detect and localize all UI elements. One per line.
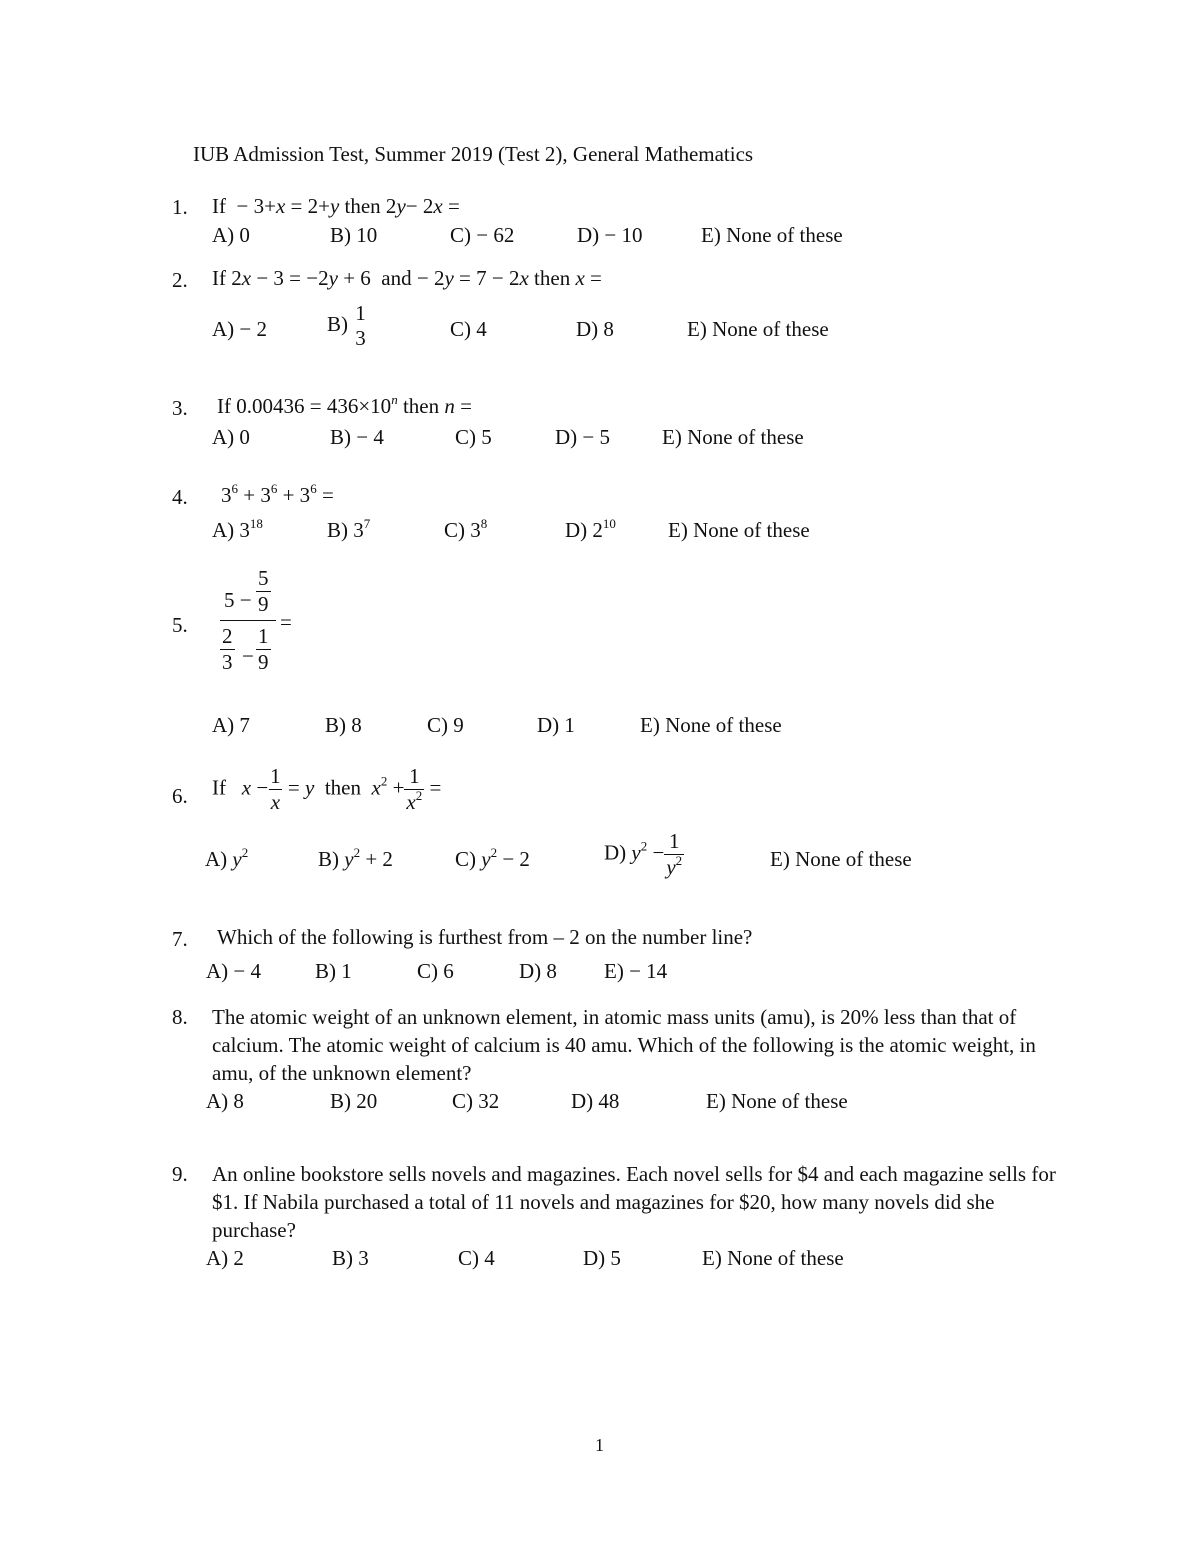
- option-d: D) − 10: [577, 223, 643, 247]
- option-d: D) − 5: [555, 425, 611, 449]
- main-fraction-bar: [220, 620, 276, 621]
- option-d: D) 8: [519, 959, 557, 983]
- fraction: $\frac{1}{y^2}$: [666, 829, 683, 879]
- question-stem: Which of the following is furthest from – 2 on the number line?: [217, 925, 753, 949]
- option-a: A) 0: [212, 223, 250, 247]
- option-b: B) 20: [330, 1089, 378, 1113]
- page-number: 1: [595, 1435, 604, 1455]
- fraction: $\frac{1}{x}$: [270, 764, 281, 814]
- option-e: E) None of these: [668, 518, 810, 542]
- option-a: A) $3^{18}$: [212, 516, 263, 542]
- option-e: E) None of these: [706, 1089, 848, 1113]
- question-number: 1.: [172, 195, 188, 219]
- option-a: A) 2: [206, 1246, 244, 1270]
- fraction: $\frac{2}{3}$: [222, 624, 233, 674]
- option-a: A) 8: [206, 1089, 244, 1113]
- question-number: 8.: [172, 1005, 188, 1029]
- question-stem: If − 3+x = 2+y then 2y− 2x =: [212, 194, 460, 218]
- option-e: E) None of these: [770, 847, 912, 871]
- option-d: D) 5: [583, 1246, 621, 1270]
- option-b: B) $3^7$: [327, 516, 371, 542]
- question-stem: If 2x − 3 = −2y + 6 and − 2y = 7 − 2x then x =: [212, 266, 602, 290]
- page-title: IUB Admission Test, Summer 2019 (Test 2), General Mathematics: [193, 142, 754, 166]
- question-number: 2.: [172, 268, 188, 292]
- question-number: 3.: [172, 396, 188, 420]
- option-c: C) 6: [417, 959, 454, 983]
- option-a: A) 0: [212, 425, 250, 449]
- question-stem: $3^6 + 3^6 + 3^6$ =: [221, 481, 334, 507]
- option-c: C) − 62: [450, 223, 515, 247]
- option-d: D) 1: [537, 713, 575, 737]
- fraction: $\frac{1}{9}$: [258, 624, 269, 674]
- question-number: 5.: [172, 613, 188, 637]
- option-e: E) None of these: [702, 1246, 844, 1270]
- option-c: C) 4: [458, 1246, 495, 1270]
- option-c: C) 4: [450, 317, 487, 341]
- option-d: D) $y^2$ − $\frac{1}{y^2}$: [604, 829, 683, 879]
- option-a: A) 7: [212, 713, 250, 737]
- question-stem: If $0.00436 = 436\times 10^n$ then n =: [217, 392, 472, 418]
- option-a: A) − 2: [212, 317, 268, 341]
- option-b: B) 10: [330, 223, 378, 247]
- option-e: E) − 14: [604, 959, 668, 983]
- question-number: 6.: [172, 784, 188, 808]
- option-c: C) 9: [427, 713, 464, 737]
- question-stem: If x − $\frac{1}{x}$ = y then $x^2$ + $\frac{1}{x^2}$ =: [212, 764, 442, 814]
- option-d: D) $2^{10}$: [565, 516, 616, 542]
- option-b: B) 1: [315, 959, 352, 983]
- question-number: 7.: [172, 927, 188, 951]
- option-b: B) 1 3: [327, 301, 366, 350]
- question-stem: An online bookstore sells novels and magazines. Each novel sells for $4 and each magazine sells for $1. If Nabila purchased a total of 11 novels and magazines for $20, how many novels did she purchase?: [212, 1162, 1056, 1242]
- option-a: A) $y^2$: [205, 845, 249, 871]
- fraction: $\frac{1}{x^2}$: [406, 764, 423, 814]
- option-e: E) None of these: [662, 425, 804, 449]
- option-c: C) 32: [452, 1089, 500, 1113]
- option-e: E) None of these: [701, 223, 843, 247]
- question-stem: The atomic weight of an unknown element, in atomic mass units (amu), is 20% less than that of calcium. The atomic weight of calcium is 40 amu. Which of the following is the atomic weight, in amu, of the unknown element?: [212, 1005, 1036, 1085]
- option-e: E) None of these: [640, 713, 782, 737]
- option-b: B) 3: [332, 1246, 369, 1270]
- fraction: $\frac{5}{9}$: [258, 566, 269, 616]
- option-c: C) $y^2 - 2$: [455, 845, 530, 871]
- option-c: C) 5: [455, 425, 492, 449]
- question-number: 9.: [172, 1162, 188, 1186]
- option-b: B) 8: [325, 713, 362, 737]
- question-number: 4.: [172, 485, 188, 509]
- option-b: B) − 4: [330, 425, 384, 449]
- option-d: D) 48: [571, 1089, 620, 1113]
- option-b: B) $y^2 + 2$: [318, 845, 393, 871]
- option-a: A) − 4: [206, 959, 262, 983]
- option-d: D) 8: [576, 317, 614, 341]
- option-e: E) None of these: [687, 317, 829, 341]
- fraction: 1 3: [355, 301, 366, 350]
- option-c: C) $3^8$: [444, 516, 488, 542]
